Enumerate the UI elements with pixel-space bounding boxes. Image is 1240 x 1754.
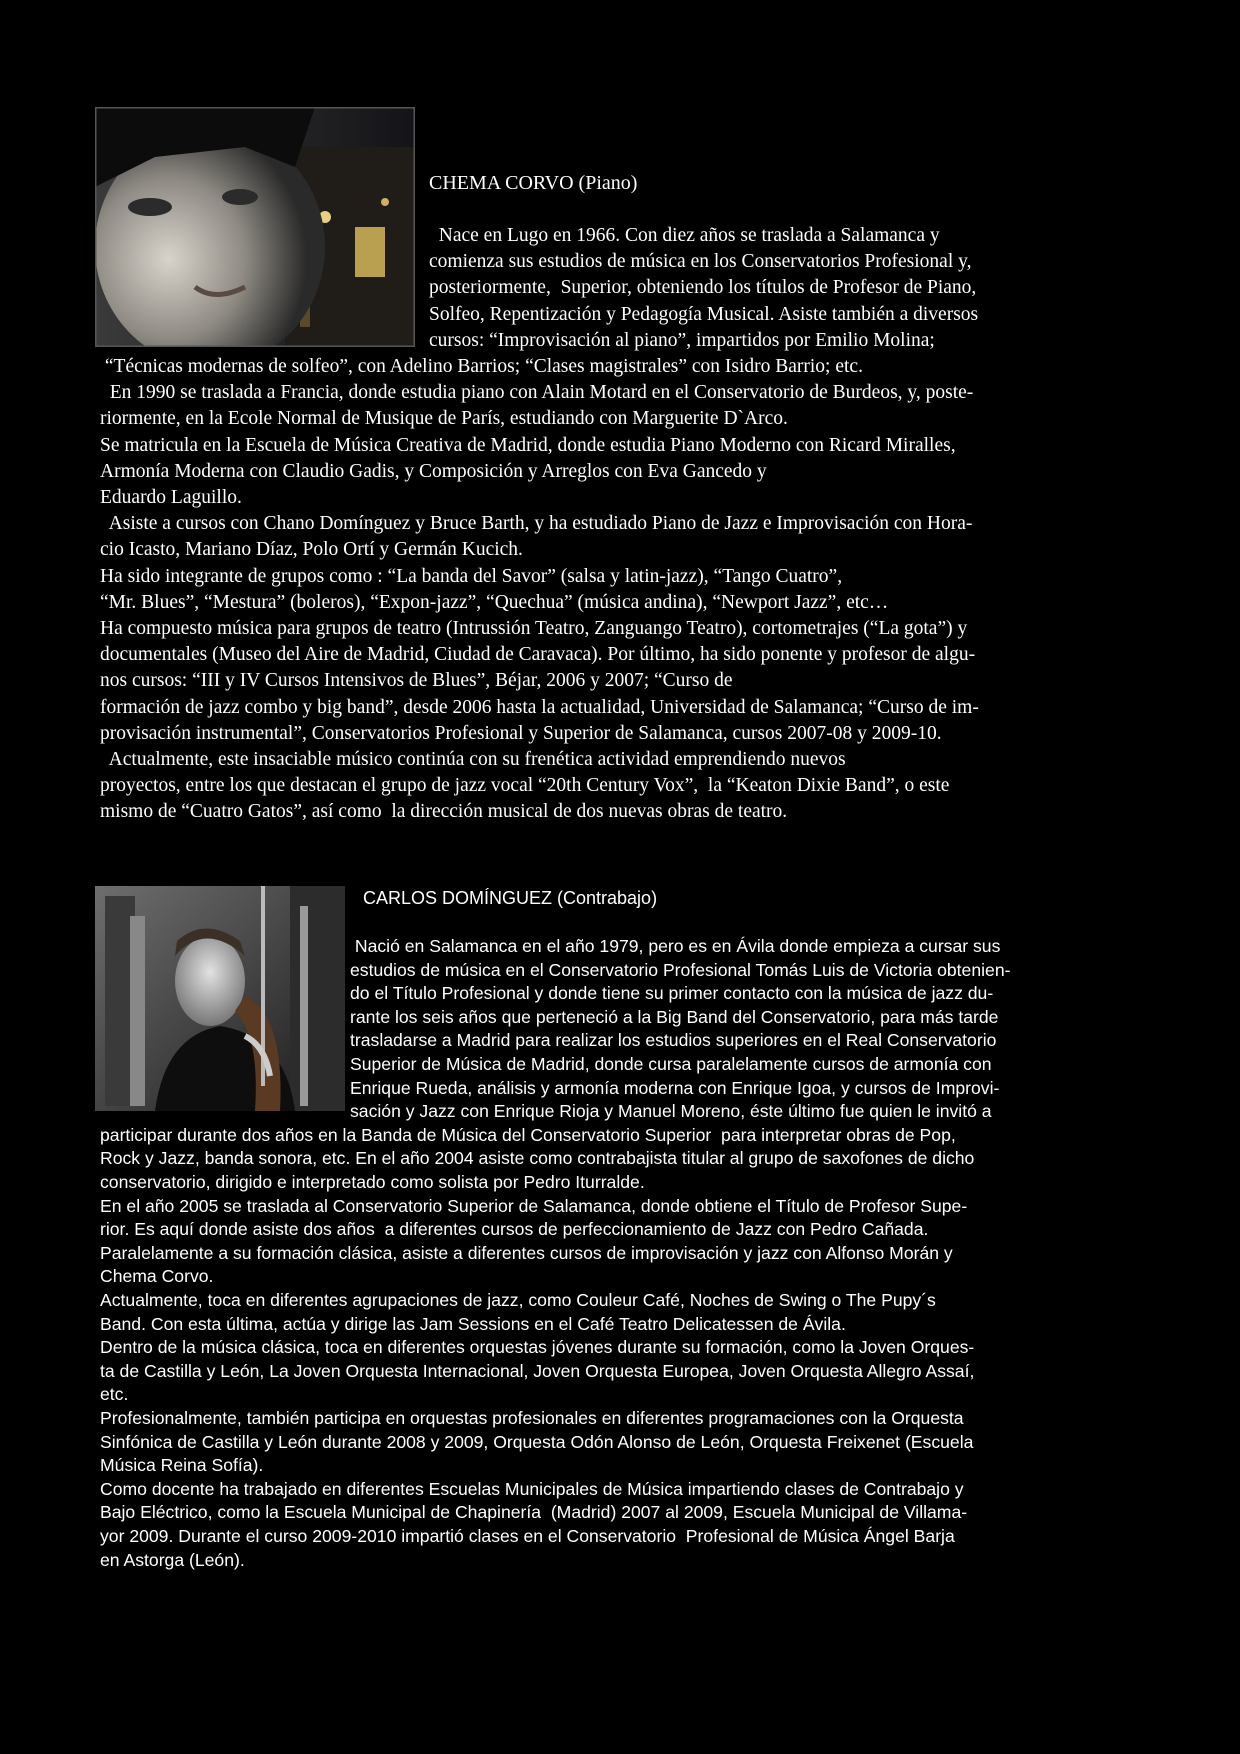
bio-text-line: trasladarse a Madrid para realizar los estudios superiores en el Real Conservatorio <box>350 1030 997 1051</box>
bio-text-line: En el año 2005 se traslada al Conservatorio Superior de Salamanca, donde obtiene el Título de Profesor Supe- <box>100 1195 968 1216</box>
bio-text-line: Bajo Eléctrico, como la Escuela Municipal de Chapinería (Madrid) 2007 al 2009, Escuela Municipal de Villama- <box>100 1502 968 1523</box>
bio-text-line: Como docente ha trabajado en diferentes Escuelas Municipales de Música impartiendo clases de Contrabajo y <box>100 1478 964 1499</box>
bio-text-line: estudios de música en el Conservatorio Profesional Tomás Luis de Victoria obtenien- <box>350 959 1011 980</box>
bio-text-line: sación y Jazz con Enrique Rioja y Manuel Moreno, éste último fue quien le invitó a <box>350 1101 992 1122</box>
bio-text-line: “Mr. Blues”, “Mestura” (boleros), “Expon-jazz”, “Quechua” (música andina), “Newport Jazz”, etc… <box>100 591 889 613</box>
bio-heading: CHEMA CORVO (Piano) <box>429 172 638 194</box>
bio-text-line: Superior de Música de Madrid, donde cursa paralelamente cursos de armonía con <box>350 1054 992 1074</box>
bio-text-line: en Astorga (León). <box>100 1549 245 1570</box>
bio-text-line: En 1990 se traslada a Francia, donde estudia piano con Alain Motard en el Conservatorio de Burdeos, y, poste- <box>100 382 974 404</box>
bio-text-line: posteriormente, Superior, obteniendo los títulos de Profesor de Piano, <box>429 277 977 299</box>
bio-text-line: Nació en Salamanca en el año 1979, pero es en Ávila donde empieza a cursar sus <box>350 936 1001 956</box>
bio-text-line: proyectos, entre los que destacan el grupo de jazz vocal “20th Century Vox”, la “Keaton Dixie Band”, o este <box>100 775 950 797</box>
bio-text-line: Ha sido integrante de grupos como : “La banda del Savor” (salsa y latin-jazz), “Tango Cuatro”, <box>100 565 843 587</box>
bio-text-line: Nace en Lugo en 1966. Con diez años se traslada a Salamanca y <box>429 225 940 246</box>
bio-text-line: cursos: “Improvisación al piano”, impartidos por Emilio Molina; <box>429 329 935 351</box>
bio-text-line: do el Título Profesional y donde tiene su primer contacto con la música de jazz du- <box>350 983 994 1004</box>
bio-text-line: “Técnicas modernas de solfeo”, con Adelino Barrios; “Clases magistrales” con Isidro Barrio; etc. <box>100 356 863 377</box>
bio-text-line: etc. <box>100 1384 129 1405</box>
bio-text-line: Ha compuesto música para grupos de teatro (Intrussión Teatro, Zanguango Teatro), cortometrajes (“La gota”) y <box>100 618 968 639</box>
bio-text-line: Rock y Jazz, banda sonora, etc. En el año 2004 asiste como contrabajista titular al grupo de saxofones de dicho <box>100 1148 975 1169</box>
bio-text-line: Actualmente, toca en diferentes agrupaciones de jazz, como Couleur Café, Noches de Swing o The Pupy´s <box>100 1290 936 1310</box>
bio-text-line: Armonía Moderna con Claudio Gadis, y Composición y Arreglos con Eva Gancedo y <box>100 460 767 482</box>
bio-text-line: Band. Con esta última, actúa y dirige las Jam Sessions en el Café Teatro Delicatessen de Ávila. <box>100 1313 846 1334</box>
bio-text-line: conservatorio, dirigido e interpretado como solista por Pedro Iturralde. <box>100 1172 645 1192</box>
bio-text-line: Profesionalmente, también participa en orquestas profesionales en diferentes programaciones con la Orquesta <box>100 1408 964 1428</box>
bio-text-line: Eduardo Laguillo. <box>100 487 242 508</box>
bio-text-line: riormente, en la Ecole Normal de Musique de París, estudiando con Marguerite D`Arco. <box>100 408 788 430</box>
bio-text-line: provisación instrumental”, Conservatorios Profesional y Superior de Salamanca, cursos 2007-08 y 2009-10. <box>100 722 942 744</box>
portrait-photo-carlos-dominguez <box>95 886 345 1111</box>
bio-text-line: comienza sus estudios de música en los Conservatorios Profesional y, <box>429 251 972 273</box>
bio-text-line: mismo de “Cuatro Gatos”, así como la dirección musical de dos nuevas obras de teatro. <box>100 801 788 823</box>
bio-text-line: Actualmente, este insaciable músico continúa con su frenética actividad emprendiendo nuevos <box>100 749 846 770</box>
portrait-photo-chema-corvo <box>95 107 415 347</box>
bio-text-line: yor 2009. Durante el curso 2009-2010 impartió clases en el Conservatorio Profesional de Música Ángel Barja <box>100 1526 955 1546</box>
bio-text-line: Paralelamente a su formación clásica, asiste a diferentes cursos de improvisación y jazz con Alfonso Morán y <box>100 1242 953 1263</box>
bio-text-line: nos cursos: “III y IV Cursos Intensivos de Blues”, Béjar, 2006 y 2007; “Curso de <box>100 670 733 692</box>
bio-text-line: ta de Castilla y León, La Joven Orquesta Internacional, Joven Orquesta Europea, Joven Orquesta Allegro Assaí, <box>100 1360 975 1381</box>
bio-text-line: Se matricula en la Escuela de Música Creativa de Madrid, donde estudia Piano Moderno con Ricard Miralles, <box>100 434 956 456</box>
bio-text-line: Enrique Rueda, análisis y armonía moderna con Enrique Igoa, y cursos de Improvi- <box>350 1077 1000 1098</box>
bio-text-line: Solfeo, Repentización y Pedagogía Musical. Asiste también a diversos <box>429 303 979 325</box>
bio-text-line: formación de jazz combo y big band”, desde 2006 hasta la actualidad, Universidad de Salamanca; “Curso de im- <box>100 696 979 718</box>
bio-text-line: rante los seis años que perteneció a la Big Band del Conservatorio, para más tarde <box>350 1006 999 1027</box>
bio-heading: CARLOS DOMÍNGUEZ (Contrabajo) <box>363 888 658 908</box>
bio-text-line: Asiste a cursos con Chano Domínguez y Bruce Barth, y ha estudiado Piano de Jazz e Improvisación con Hora- <box>100 513 973 535</box>
bio-text-line: participar durante dos años en la Banda de Música del Conservatorio Superior para interpretar obras de Pop, <box>100 1124 956 1145</box>
bio-text-line: rior. Es aquí donde asiste dos años a diferentes cursos de perfeccionamiento de Jazz con Pedro Cañada. <box>100 1219 929 1240</box>
bio-text-line: Dentro de la música clásica, toca en diferentes orquestas jóvenes durante su formación, como la Joven Orques- <box>100 1337 975 1358</box>
bio-text-line: cio Icasto, Mariano Díaz, Polo Ortí y Germán Kucich. <box>100 539 523 561</box>
bio-text-line: Chema Corvo. <box>100 1266 214 1287</box>
bio-text-line: documentales (Museo del Aire de Madrid, Ciudad de Caravaca). Por último, ha sido ponente y profesor de algu- <box>100 644 976 666</box>
bio-text-line: Sinfónica de Castilla y León durante 2008 y 2009, Orquesta Odón Alonso de León, Orquesta Freixenet (Escuela <box>100 1431 974 1452</box>
bio-text-line: Música Reina Sofía). <box>100 1455 264 1476</box>
